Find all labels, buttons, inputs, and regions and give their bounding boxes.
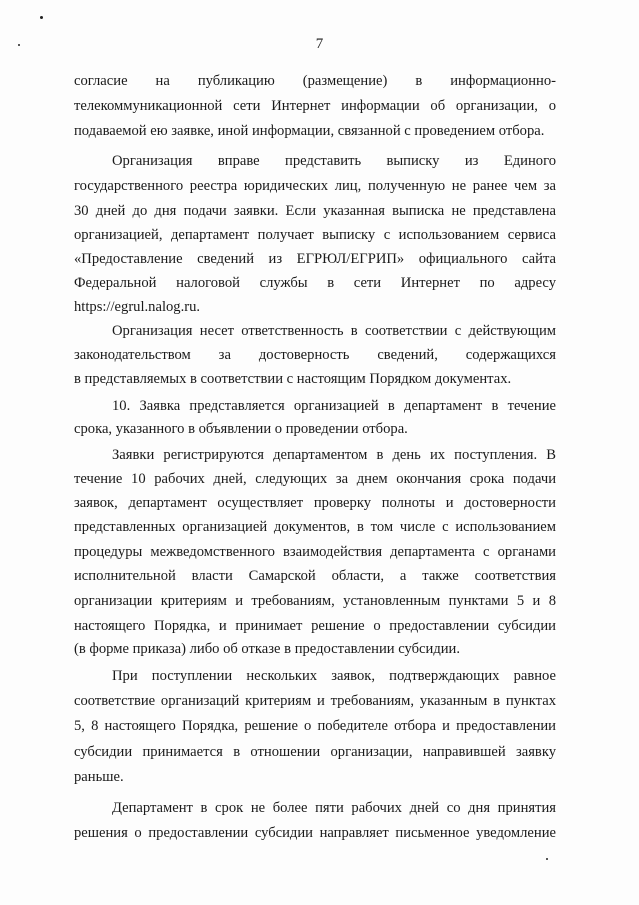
scan-speck bbox=[40, 16, 43, 19]
text-line: Департамент в срок не более пяти рабочих дней со дня принятия bbox=[112, 800, 556, 816]
text-line: организации критериям и требованиям, установленным пунктами 5 и 8 bbox=[74, 593, 556, 609]
page-number: 7 bbox=[315, 36, 324, 52]
text-line: соответствие организаций критериям и требованиям, указанным в пунктах bbox=[74, 693, 556, 709]
text-line: согласие на публикацию (размещение) в информационно- bbox=[74, 73, 556, 89]
text-line: 5, 8 настоящего Порядка, решение о победителе отбора и предоставлении bbox=[74, 718, 556, 734]
text-line: подаваемой ею заявке, иной информации, связанной с проведением отбора. bbox=[74, 123, 545, 139]
text-line: «Предоставление сведений из ЕГРЮЛ/ЕГРИП» официального сайта bbox=[74, 251, 556, 267]
text-line: Заявки регистрируются департаментом в день их поступления. В bbox=[112, 447, 556, 463]
text-line: настоящего Порядка, и принимает решение о предоставлении субсидии bbox=[74, 618, 556, 634]
text-line: Организация вправе представить выписку из Единого bbox=[112, 153, 556, 169]
text-line: организацией, департамент получает выписку с использованием сервиса bbox=[74, 227, 556, 243]
text-line: субсидии принимается в отношении организации, направившей заявку bbox=[74, 744, 556, 760]
text-line: срока, указанного в объявлении о проведении отбора. bbox=[74, 421, 408, 437]
text-line: представленных организацией документов, в том числе с использованием bbox=[74, 519, 556, 535]
text-line: государственного реестра юридических лиц, полученную не ранее чем за bbox=[74, 178, 556, 194]
text-line: в представляемых в соответствии с настоящим Порядком документах. bbox=[74, 371, 512, 387]
text-line: законодательством за достоверность сведений, содержащихся bbox=[74, 347, 556, 363]
text-line: 10. Заявка представляется организацией в департамент в течение bbox=[112, 398, 556, 414]
scan-speck bbox=[546, 858, 548, 860]
text-line: течение 10 рабочих дней, следующих за днем окончания срока подачи bbox=[74, 471, 556, 487]
text-line: При поступлении нескольких заявок, подтверждающих равное bbox=[112, 668, 556, 684]
text-line: Федеральной налоговой службы в сети Интернет по адресу bbox=[74, 275, 556, 291]
text-line: (в форме приказа) либо об отказе в предоставлении субсидии. bbox=[74, 641, 461, 657]
text-line: процедуры межведомственного взаимодействия департамента с органами bbox=[74, 544, 556, 560]
text-line: заявок, департамент осуществляет проверку полноты и достоверности bbox=[74, 495, 556, 511]
text-line: 30 дней до дня подачи заявки. Если указанная выписка не представлена bbox=[74, 203, 556, 219]
text-line: раньше. bbox=[74, 769, 124, 785]
text-line: Организация несет ответственность в соответствии с действующим bbox=[112, 323, 556, 339]
text-line: https://egrul.nalog.ru. bbox=[74, 299, 201, 315]
text-line: решения о предоставлении субсидии направляет письменное уведомление bbox=[74, 825, 556, 841]
text-line: исполнительной власти Самарской области, а также соответствия bbox=[74, 568, 556, 584]
text-line: телекоммуникационной сети Интернет информации об организации, о bbox=[74, 98, 556, 114]
